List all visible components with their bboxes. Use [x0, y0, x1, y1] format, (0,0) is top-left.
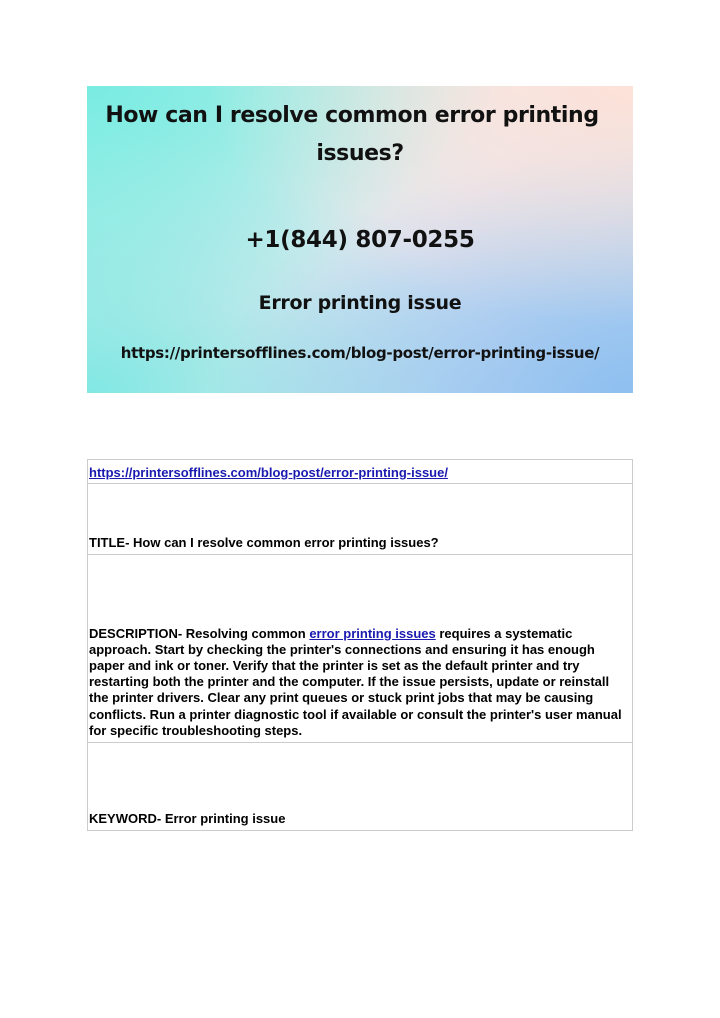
banner-image — [87, 86, 633, 393]
table-row-url — [88, 460, 632, 484]
table-row-description — [88, 555, 632, 743]
banner-url: https://printersofflines.com/blog-post/error-printing-issue/ — [120, 344, 600, 362]
description-text — [89, 626, 630, 739]
content-table — [87, 459, 633, 831]
table-cell-url — [89, 465, 630, 481]
table-row-keyword — [88, 743, 632, 830]
keyword-text: KEYWORD- Error printing issue — [89, 810, 286, 826]
banner-title-line-1: How can I resolve common error printing — [105, 103, 599, 128]
error-printing-issues-link[interactable]: error printing issues — [309, 625, 436, 641]
banner-title-line-2: issues? — [316, 141, 404, 166]
banner-keyword: Error printing issue — [258, 292, 462, 314]
url-link[interactable]: https://printersofflines.com/blog-post/error-printing-issue/ — [89, 464, 448, 480]
description-prefix: DESCRIPTION- Resolving common — [89, 625, 310, 641]
description-body: requires a systematic approach. Start by checking the printer's connections and ensuring it has enough paper and ink or toner. Verify that the printer is set as the default printer and try restarting both the printer and the computer. If the issue persists, update or reinstall the printer drivers. Clear any print queues or stuck print jobs that may be causing conflicts. Run a printer diagnostic tool if available or consult the printer's user manual for specific troubleshooting steps. — [89, 625, 622, 738]
banner-phone-number: +1(844) 807-0255 — [245, 227, 475, 253]
title-text: TITLE- How can I resolve common error printing issues? — [89, 534, 439, 550]
table-row-title — [88, 484, 632, 555]
